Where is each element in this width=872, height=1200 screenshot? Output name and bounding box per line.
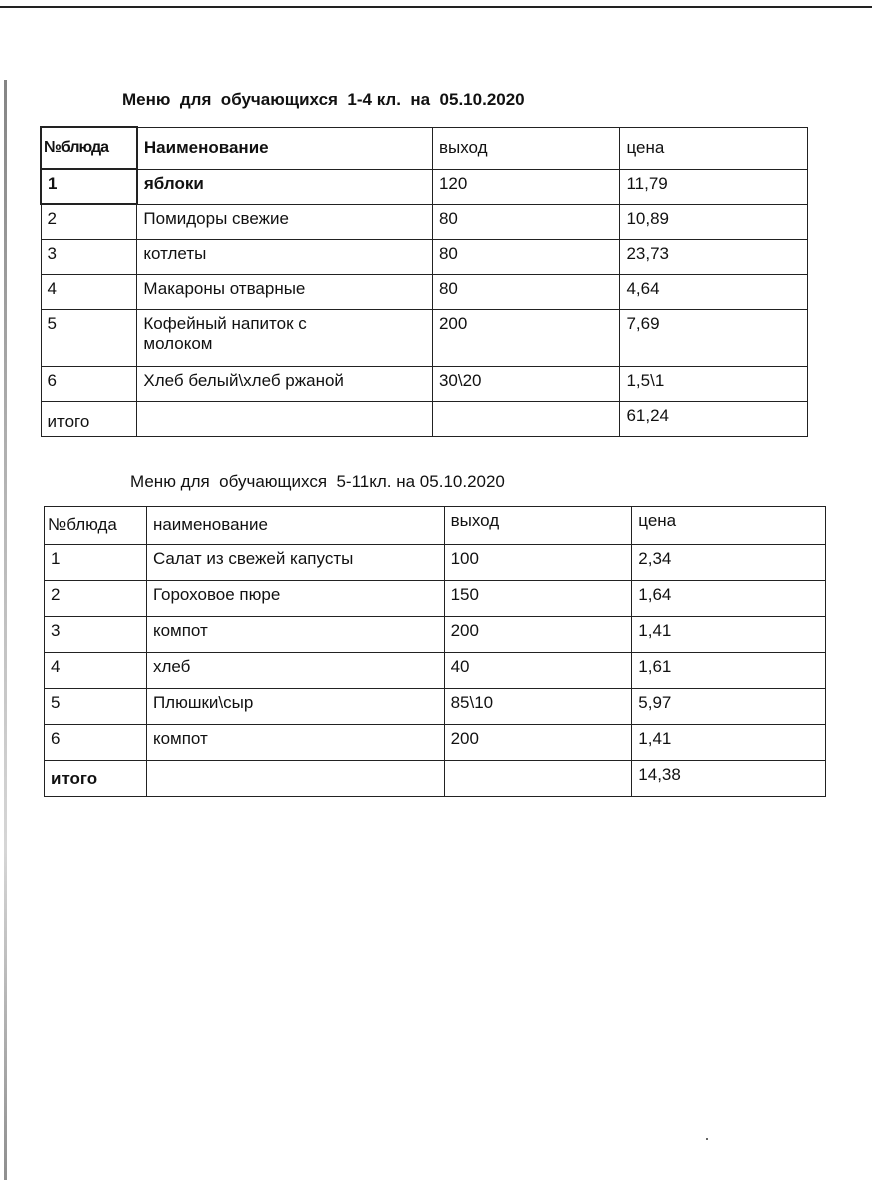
cell: 1,41 xyxy=(632,725,826,761)
scan-top-edge xyxy=(0,0,872,8)
total-row xyxy=(45,761,826,797)
menu1-table xyxy=(40,126,808,437)
table-row xyxy=(45,581,826,617)
cell: 3 xyxy=(45,617,147,653)
cell: Хлеб белый\хлеб ржаной xyxy=(137,366,433,401)
cell: Помидоры свежие xyxy=(137,204,433,239)
scan-left-edge xyxy=(4,80,7,1180)
cell: 11,79 xyxy=(620,169,808,204)
cell: 5,97 xyxy=(632,689,826,725)
table-header-row xyxy=(41,127,808,169)
cell: 80 xyxy=(432,274,620,309)
cell: Плюшки\сыр xyxy=(146,689,444,725)
table-row xyxy=(45,617,826,653)
table-header-row xyxy=(45,507,826,545)
menu1-title: Меню для обучающихся 1-4 кл. на 05.10.2020 xyxy=(122,90,525,109)
cell: 2 xyxy=(45,581,147,617)
table-row xyxy=(45,725,826,761)
cell: 1,41 xyxy=(632,617,826,653)
cell: 200 xyxy=(432,309,620,366)
cell: Макароны отварные xyxy=(137,274,433,309)
cell: 1,61 xyxy=(632,653,826,689)
cell xyxy=(444,761,632,797)
table-row xyxy=(45,689,826,725)
header-cell: №блюда xyxy=(41,127,137,169)
total-row xyxy=(41,401,808,436)
cell: 40 xyxy=(444,653,632,689)
cell: 120 xyxy=(432,169,620,204)
cell: котлеты xyxy=(137,239,433,274)
cell: 200 xyxy=(444,725,632,761)
cell: хлеб xyxy=(146,653,444,689)
cell: 5 xyxy=(41,309,137,366)
cell: Салат из свежей капусты xyxy=(146,545,444,581)
cell: 23,73 xyxy=(620,239,808,274)
cell: 10,89 xyxy=(620,204,808,239)
cell: Гороховое пюре xyxy=(146,581,444,617)
table-row xyxy=(45,545,826,581)
table-row xyxy=(41,169,808,204)
header-cell: выход xyxy=(444,507,632,545)
table-row xyxy=(41,239,808,274)
total-value: 61,24 xyxy=(620,401,808,436)
cell: 7,69 xyxy=(620,309,808,366)
cell: 4 xyxy=(41,274,137,309)
menu2-table xyxy=(44,506,826,797)
cell: яблоки xyxy=(137,169,433,204)
cell: 4,64 xyxy=(620,274,808,309)
cell: 6 xyxy=(45,725,147,761)
menu2-title: Меню для обучающихся 5-11кл. на 05.10.2020 xyxy=(130,472,505,491)
cell: Кофейный напиток с молоком xyxy=(137,309,433,366)
cell xyxy=(432,401,620,436)
cell: компот xyxy=(146,725,444,761)
cell: 6 xyxy=(41,366,137,401)
table-row xyxy=(41,274,808,309)
total-label: итого xyxy=(41,401,137,436)
cell: 1,64 xyxy=(632,581,826,617)
cell: 100 xyxy=(444,545,632,581)
header-cell: цена xyxy=(620,127,808,169)
cell xyxy=(137,401,433,436)
cell: 80 xyxy=(432,204,620,239)
cell: 5 xyxy=(45,689,147,725)
table-row xyxy=(45,653,826,689)
cell: 1 xyxy=(41,169,137,204)
cell: 3 xyxy=(41,239,137,274)
cell: 85\10 xyxy=(444,689,632,725)
cell: 80 xyxy=(432,239,620,274)
cell: 4 xyxy=(45,653,147,689)
header-cell: цена xyxy=(632,507,826,545)
cell: 1,5\1 xyxy=(620,366,808,401)
total-value: 14,38 xyxy=(632,761,826,797)
cell: компот xyxy=(146,617,444,653)
header-cell: №блюда xyxy=(45,507,147,545)
header-cell: выход xyxy=(432,127,620,169)
cell: 150 xyxy=(444,581,632,617)
total-label: итого xyxy=(45,761,147,797)
cell: 200 xyxy=(444,617,632,653)
table-row xyxy=(41,204,808,239)
cell: 2,34 xyxy=(632,545,826,581)
cell xyxy=(146,761,444,797)
table-row xyxy=(41,309,808,366)
scan-speck xyxy=(706,1138,708,1140)
cell: 30\20 xyxy=(432,366,620,401)
cell: 2 xyxy=(41,204,137,239)
header-cell: наименование xyxy=(146,507,444,545)
header-cell: Наименование xyxy=(137,127,433,169)
cell: 1 xyxy=(45,545,147,581)
table-row xyxy=(41,366,808,401)
